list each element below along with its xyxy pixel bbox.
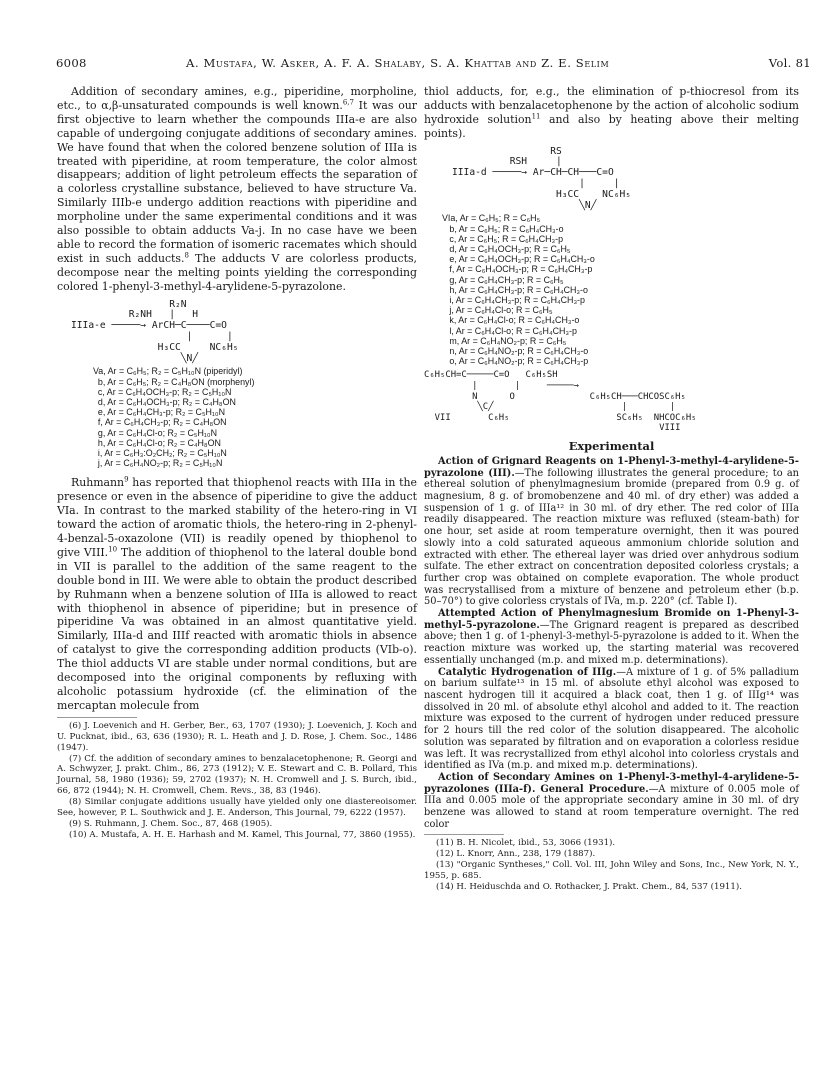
compound-list-entry: b, Ar = C₆H₅; R₂ = C₄H₈ON (morphenyl): [93, 376, 255, 387]
procedure-heading: Catalytic Hydrogenation of IIIg.: [438, 666, 617, 678]
footnote: (14) H. Heiduschda and O. Rothacker, J. Prakt. Chem., 84, 537 (1911).: [436, 882, 742, 893]
footnote: (9) S. Ruhmann, J. Chem. Soc., 87, 468 (1905).: [69, 818, 273, 829]
experimental-paragraph: [424, 772, 799, 831]
compound-list-entry: b, Ar = C₆H₅; R = C₆H₄CH₃-o: [442, 223, 564, 234]
volume-label: Vol. 81: [768, 56, 811, 70]
compound-list-entry: g, Ar = C₆H₄CH₃-p; R = C₆H₅: [442, 274, 564, 285]
compound-list-entry: c, Ar = C₆H₄OCH₃-p; R₂ = C₅H₁₀N: [93, 386, 232, 397]
compound-list-entry: n, Ar = C₆H₄NO₂-p; R = C₆H₄CH₃-o: [442, 346, 589, 357]
procedure-text: —A mixture of 0.005 mole of IIIa and 0.005 mole of the appropriate secondary amine in 30 ml. of dry benzene was allowed to stand at room temperature overnight. The red color: [424, 783, 799, 830]
procedure-text: —The following illustrates the general procedure; to an ethereal solution of phenylmagnesium bromide (prepared from 0.9 g. of magnesium, 8 g. of bromobenzene and 40 ml. of dry ether) was added a suspension of 1 g. of IIIa¹² in 30 ml. of dry ether. The red color of IIIa readily disappeared. The reaction mixture was refluxed (steam-bath) for one hour, set aside at room temperature overnight, then it was poured slowly into a cold saturated aqueous ammonium chloride solution and extracted with ether. The ethereal layer was dried over anhydrous sodium sulfate. The ether extract on concentration deposited colorless crystals; a further crop was obtained on complete evaporation. The whole product was recrystallised from a mixture of benzene and petroleum ether (b.p. 50–70°) to give colorless crystals of IVa, m.p. 220° (cf. Table I).: [424, 467, 799, 608]
compound-list-entry: h, Ar = C₆H₄CH₃-p; R = C₆H₄CH₃-o: [442, 284, 588, 295]
running-authors: A. Mustafa, W. Asker, A. F. A. Shalaby, S. A. Khattab and Z. E. Selim: [186, 56, 610, 70]
reaction-scheme-oxazolone: C₆H₅CH=C─────C=O C₆H₅SH | | ─────→ N O C₆H₅CH───CHCOSC₆H₅ ╲C╱ | | VII C₆H₅ SC₆H₅ NHCOC₆H₅ VIII: [424, 370, 697, 434]
compound-list-entry: f, Ar = C₆H₄CH₃-p; R₂ = C₄H₈ON: [93, 417, 227, 428]
experimental-paragraph: [424, 608, 799, 667]
section-title: Experimental: [568, 439, 655, 454]
reaction-scheme-thiol: RS RSH | IIIa-d ─────→ Ar─CH─CH───C=O | | H₃CC NC₆H₅ ╲N╱: [452, 145, 632, 211]
footnotes-right: [424, 838, 799, 893]
procedure-heading: Action of Secondary Amines on 1-Phenyl-3-methyl-4-arylidene-5-pyrazolones (IIIa-f). General Procedure.: [424, 771, 799, 795]
footnote: (12) L. Knorr, Ann., 238, 179 (1887).: [436, 849, 596, 860]
compound-list-entry: c, Ar = C₆H₅; R = C₆H₄CH₃-p: [442, 233, 564, 244]
footnote: (13) "Organic Syntheses," Coll. Vol. III, John Wiley and Sons, Inc., New York, N. Y., 1955, p. 685.: [424, 860, 799, 882]
compound-list-entry: j, Ar = C₆H₄NO₂-p; R₂ = C₅H₁₀N: [93, 458, 223, 469]
compound-list-entry: k, Ar = C₆H₄Cl-o; R = C₆H₄CH₃-o: [442, 315, 580, 326]
reaction-scheme-amine: R₂N R₂NH | H IIIa-e ─────→ ArCH─C────C=O | | H₃CC NC₆H₅ ╲N╱: [71, 298, 239, 364]
procedure-text: —A mixture of 1 g. of 5% palladium on barium sulfate¹³ in 15 ml. of absolute ethyl alcohol was exposed to nascent hydrogen till it acquired a black coat, then 1 g. of IIIg¹⁴ was dissolved in 20 ml. of absolute ethyl alcohol and added to it. The reaction mixture was exposed to the current of hydrogen under reduced pressure for 2 hours till the red color of the solution disappeared. The alcoholic solution was separated by filtration and on evaporation a colorless residue was left. It was recrystallized from ethyl alcohol into colorless crystals and identified as IVa (m.p. and mixed m.p. determinations).: [424, 666, 800, 772]
compound-list-V: [93, 366, 417, 468]
compound-list-entry: VIa, Ar = C₆H₅; R = C₆H₅: [442, 213, 541, 224]
page-header: [56, 56, 811, 72]
footnote: (6) J. Loevenich and H. Gerber, Ber., 63, 1707 (1930); J. Loevenich, J. Koch and U. Pucknat, ibid., 63, 636 (1930); R. L. Heath and J. D. Rose, J. Chem. Soc., 1486 (1947).: [57, 720, 417, 753]
footnote-rule: [424, 834, 504, 835]
compound-list-entry: o, Ar = C₆H₄NO₂-p; R = C₆H₄CH₃-p: [442, 356, 589, 367]
footnote: (10) A. Mustafa, A. H. E. Harhash and M. Kamel, This Journal, 77, 3860 (1955).: [69, 829, 416, 840]
footnote: (8) Similar conjugate additions usually have yielded only one diastereoisomer. See, however, P. L. Southwick and J. E. Anderson, This Journal, 79, 6222 (1957).: [57, 797, 417, 819]
compound-list-VI: [442, 213, 799, 366]
compound-list-entry: i, Ar = C₆H₄CH₃-p; R = C₆H₄CH₃-p: [442, 295, 585, 306]
compound-list-entry: e, Ar = C₆H₄OCH₃-p; R = C₆H₄CH₃-o: [442, 254, 595, 265]
procedure-heading: Action of Grignard Reagents on 1-Phenyl-3-methyl-4-arylidene-5-pyrazolone (III).: [424, 455, 799, 479]
footnote-rule: [57, 717, 137, 718]
paragraph: thiol adducts, for, e.g., the elimination of p-thiocresol from its adducts with benzalacetophenone by the action of alcoholic sodium hydroxide solution$^{11}$ and also by heating above their melting points).: [424, 85, 800, 140]
compound-list-entry: m, Ar = C₆H₄NO₂-p; R = C₆H₅: [442, 335, 567, 346]
compound-list-entry: d, Ar = C₆H₄OCH₃-p; R = C₆H₅: [442, 244, 571, 255]
page-number: 6008: [56, 56, 87, 70]
paragraph: Ruhmann$^9$ has reported that thiophenol reacts with IIIa in the presence or even in the absence of piperidine to give the adduct VIa. In contrast to the marked stability of the hetero-ring in VI toward the action of aromatic thiols, the hetero-ring in 2-phenyl-4-benzal-5-oxazolone (VII) is readily opened by thiophenol to give VIII.$^{10}$ The addition of thiophenol to the lateral double bond in VII is parallel to the addition of the same reagent to the double bond in III. We were able to obtain the product described by Ruhmann when a benzene solution of IIIa is allowed to react with thiophenol in absence of piperidine; but in presence of piperidine Va was obtained in an almost quantitative yield. Similarly, IIIa-d and IIIf reacted with aromatic thiols in absence of catalyst to give the corresponding addition products (VIb-o). The thiol adducts VI are stable under normal conditions, but are decomposed into the original components by refluxing with alcoholic potassium hydroxide (cf. the elimination of the mercaptan molecule from: [57, 475, 417, 712]
compound-list-entry: Va, Ar = C₆H₅; R₂ = C₅H₁₀N (piperidyl): [93, 366, 243, 377]
procedure-heading: Attempted Action of Phenylmagnesium Bromide on 1-Phenyl-3-methyl-5-pyrazolone.: [424, 608, 799, 631]
compound-list-entry: f, Ar = C₆H₄OCH₃-p; R = C₆H₄CH₃-p: [442, 264, 593, 275]
left-column: [57, 85, 417, 841]
footnotes-left: [57, 721, 417, 841]
experimental-paragraph: [424, 456, 799, 608]
compound-list-entry: l, Ar = C₆H₄Cl-o; R = C₆H₄CH₃-p: [442, 325, 577, 336]
compound-list-entry: h, Ar = C₆H₄Cl-o; R₂ = C₄H₈ON: [93, 437, 221, 448]
compound-list-entry: i, Ar = C₆H₃:O₂CH₂; R₂ = C₅H₁₀N: [93, 448, 227, 458]
experimental-section: [424, 456, 799, 831]
experimental-paragraph: [424, 667, 799, 772]
procedure-text: —The Grignard reagent is prepared as described above; then 1 g. of 1-phenyl-3-methyl-5-pyrazolone is added to it. When the reaction mixture was worked up, the starting material was recovered essentially unchanged (m.p. and mixed m.p. determinations).: [424, 619, 799, 666]
compound-list-entry: e, Ar = C₆H₄CH₃-p; R₂ = C₅H₁₀N: [93, 407, 226, 418]
footnote: (7) Cf. the addition of secondary amines to benzalacetophenone; R. Georgi and A. Schwyzer, J. prakt. Chim., 86, 273 (1912); V. E. Stewart and C. B. Pollard, This Journal, 58, 1980 (1936); 59, 2702 (1937); N. H. Cromwell and J. S. Burch, ibid., 66, 872 (1944); N. H. Cromwell, Chem. Revs., 38, 83 (1946).: [57, 753, 417, 797]
paragraph: Addition of secondary amines, e.g., piperidine, morpholine, etc., to α,β-unsaturated compounds is well known.$^{6,7}$ It was our first objective to learn whether the compounds IIIa-e are also capable of undergoing conjugate additions of secondary amines. We have found that when the colored benzene solution of IIIa is treated with piperidine, at room temperature, the color almost disappears; addition of light petroleum effects the separation of a colorless crystalline substance, believed to have structure Va. Similarly IIIb-e undergo addition reactions with piperidine and morpholine under the same experimental conditions and it was also possible to obtain adducts Va-j. In no case have we been able to record the formation of isomeric racemates which should exist in such adducts.$^8$ The adducts V are colorless products, decompose near the melting points yielding the corresponding colored 1-phenyl-3-methyl-4-arylidene-5-pyrazolone.: [57, 85, 417, 293]
compound-list-entry: g, Ar = C₆H₄Cl-o; R₂ = C₅H₁₀N: [93, 427, 217, 438]
footnote: (11) B. H. Nicolet, ibid., 53, 3066 (1931).: [436, 838, 616, 849]
compound-list-entry: j, Ar = C₆H₄Cl-o; R = C₆H₅: [442, 305, 553, 316]
compound-list-entry: d, Ar = C₆H₄OCH₃-p; R₂ = C₄H₈ON: [93, 396, 236, 407]
right-column: [424, 85, 799, 893]
